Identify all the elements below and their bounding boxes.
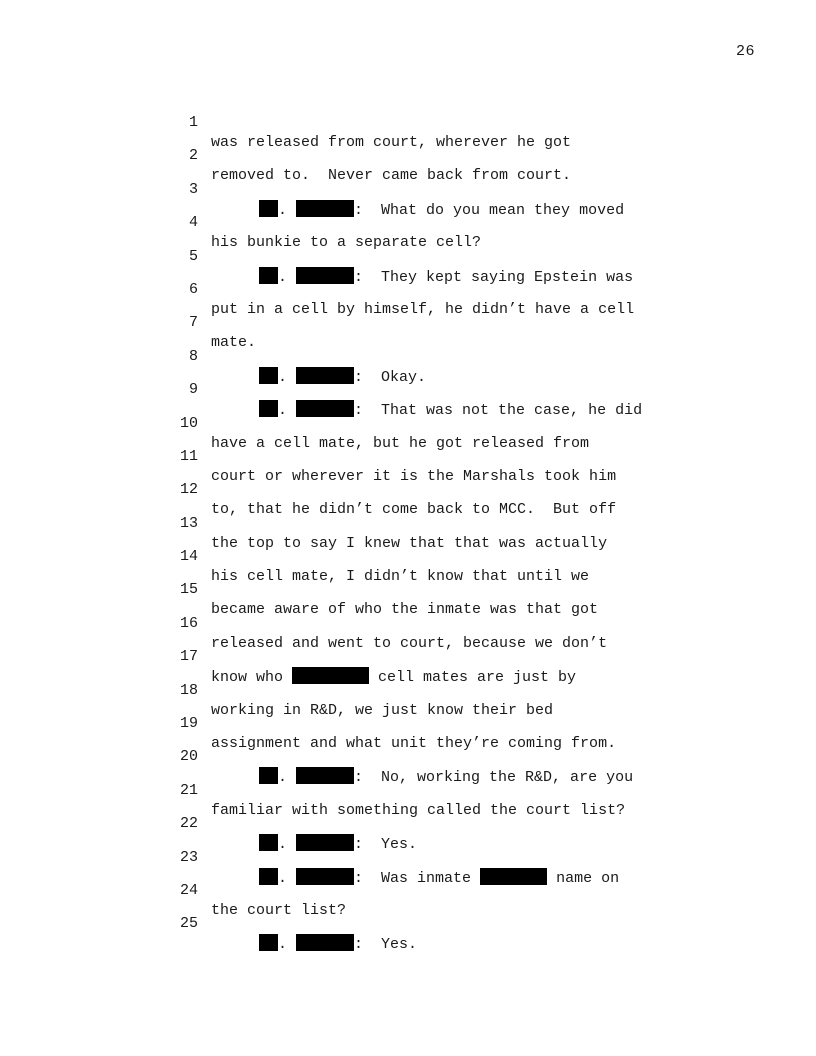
speaker-text: Yes. [381, 836, 418, 854]
line-text: assignment and what unit they’re coming from. [211, 735, 617, 753]
line-text: to, that he didn’t come back to MCC. But off [211, 501, 617, 519]
line-text: familiar with something called the court list? [211, 801, 626, 819]
speaker-text: They kept saying Epstein was [381, 268, 634, 286]
line-text: court or wherever it is the Marshals took him [211, 467, 617, 485]
text-after-redaction: cell mates are just by [369, 669, 577, 687]
speaker-text: No, working the R&D, are you [381, 769, 634, 787]
transcript-line [0, 560, 816, 619]
line-number: 10 [179, 414, 198, 432]
speaker-line: . : That was not the case, he did [259, 400, 642, 421]
line-number: 18 [179, 681, 198, 699]
line-number: 13 [179, 514, 198, 532]
text-after-redaction: name on [547, 869, 620, 887]
line-text: the top to say I knew that that was actually [211, 534, 608, 552]
speaker-line: . : Was inmate name on [259, 868, 619, 889]
text-before-redaction: know who [211, 669, 293, 687]
line-text: working in R&D, we just know their bed [211, 701, 554, 719]
line-number: 14 [179, 548, 198, 566]
line-number: 15 [179, 581, 198, 599]
line-number: 23 [179, 848, 198, 866]
transcript-line [0, 828, 816, 887]
line-number: 11 [179, 447, 198, 465]
line-number: 1 [188, 114, 198, 131]
line-number: 25 [179, 915, 198, 933]
transcript-line [0, 794, 816, 854]
line-number: 8 [188, 347, 198, 365]
speaker-text: Was inmate [381, 869, 481, 887]
line-number: 4 [188, 214, 198, 232]
transcript-lines [0, 93, 816, 954]
line-number: 12 [179, 481, 198, 499]
speaker-line: . : They kept saying Epstein was [259, 267, 633, 288]
transcript-line [0, 160, 816, 219]
transcript-line [0, 761, 816, 819]
transcript-line [0, 293, 816, 352]
line-number: 20 [179, 748, 198, 766]
transcript-line [0, 260, 816, 318]
speaker-line: . : What do you mean they moved [259, 200, 624, 221]
transcript-line [0, 126, 816, 185]
transcript-line [0, 460, 816, 519]
speaker-line: . : No, working the R&D, are you [259, 767, 633, 788]
transcript-line [0, 193, 816, 252]
line-text: put in a cell by himself, he didn’t have a cell [211, 300, 635, 318]
redacted-speaker-name [296, 934, 354, 951]
line-number: 17 [179, 648, 198, 666]
transcript-line [0, 394, 816, 452]
transcript-line [0, 727, 816, 787]
line-text: have a cell mate, but he got released from [211, 434, 590, 452]
line-number: 3 [188, 180, 198, 198]
speaker-text: What do you mean they moved [381, 201, 625, 219]
speaker-line: . : Yes. [259, 934, 417, 955]
line-text: released and went to court, because we don’t [211, 634, 608, 652]
transcript-line [0, 661, 816, 719]
speaker-text: Okay. [381, 368, 427, 386]
speaker-text: Yes. [381, 936, 418, 954]
line-number: 21 [179, 781, 198, 799]
line-text: his cell mate, I didn’t know that until we [211, 568, 590, 586]
line-number: 19 [179, 715, 198, 733]
transcript-line [0, 427, 816, 485]
transcript-line [0, 327, 816, 386]
transcript-line [0, 861, 816, 919]
speaker-line: . : Okay. [259, 367, 426, 388]
transcript-line [0, 360, 816, 420]
transcript-line [0, 694, 816, 753]
line-number: 7 [188, 314, 198, 332]
speaker-line: . : Yes. [259, 834, 417, 855]
speaker-text: That was not the case, he did [381, 402, 643, 420]
line-number: 24 [179, 881, 198, 899]
transcript-line [0, 627, 816, 687]
line-text: was released from court, wherever he got [211, 134, 572, 151]
page-number: 26 [736, 43, 756, 60]
line-text: mate. [211, 334, 257, 352]
transcript-line [0, 93, 816, 151]
transcript-line [0, 594, 816, 652]
transcript-line [0, 227, 816, 286]
line-number: 9 [188, 381, 198, 399]
line-text: his bunkie to a separate cell? [211, 234, 482, 252]
transcript-line [0, 527, 816, 586]
line-number: 2 [188, 147, 198, 165]
line-text: the court list? [211, 901, 347, 919]
line-text: became aware of who the inmate was that got [211, 601, 599, 619]
redacted-title [259, 934, 278, 951]
line-text: removed to. Never came back from court. [211, 167, 572, 185]
transcript-line [0, 494, 816, 552]
line-number: 22 [179, 815, 198, 833]
line-number: 6 [188, 280, 198, 298]
line-number: 16 [179, 614, 198, 632]
transcript-line [0, 894, 816, 954]
line-number: 5 [188, 247, 198, 265]
